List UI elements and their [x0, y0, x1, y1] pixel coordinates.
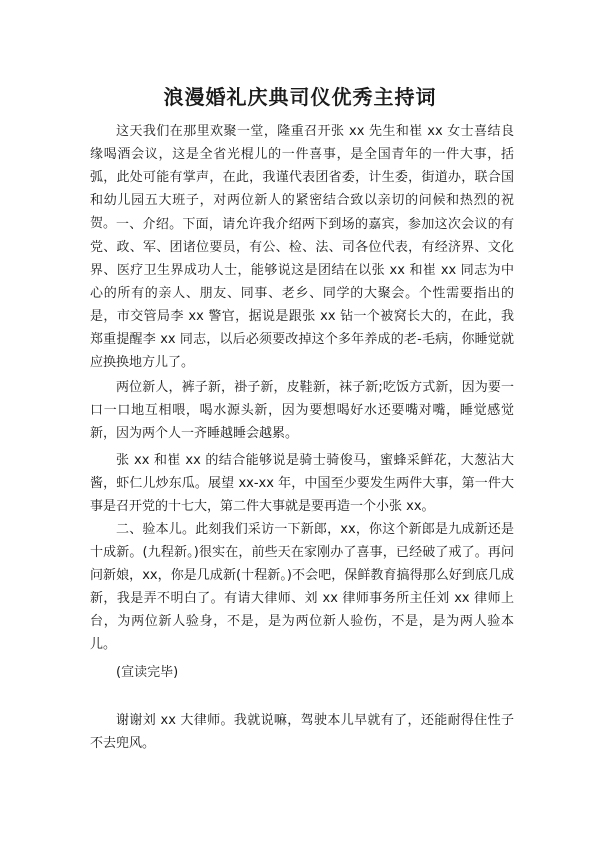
paragraph-license-check: 二、验本儿。此刻我们采访一下新郎，xx，你这个新郎是九成新还是十成新。(九程新。)很实在，前些天在家刚办了喜事，已经破了戒了。再问问新娘，xx，你是几成新(十程新。)不会吧，保鲜教育搞得那么好到底几成新，我是弄不明白了。有请大律师、刘 xx 律师事务所主任刘 xx 律师上台，为两位新人验身，不是，是为两位新人验伤，不是，是为两人验本儿。 [90, 522, 514, 652]
document-title: 浪漫婚礼庆典司仪优秀主持词 [163, 85, 437, 109]
paragraph-thanks: 谢谢刘 xx 大律师。我就说嘛，驾驶本儿早就有了，还能耐得住性子不去兜风。 [90, 713, 514, 751]
paragraph-union: 张 xx 和崔 xx 的结合能够说是骑士骑俊马，蜜蜂采鲜花，大葱沾大酱，虾仁儿炒东瓜。展望 xx-xx 年，中国至少要发生两件大事，第一件大事是召开党的十七大，第二件大事就是要再造一个小张 xx。 [90, 453, 514, 514]
paragraph-opening: 这天我们在那里欢聚一堂，隆重召开张 xx 先生和崔 xx 女士喜结良缘喝酒会议，这是全省光棍儿的一件喜事，是全国青年的一件大事，括弧，此处可能有掌声，在此，我谨代表团省委，计生委，街道办，联合国和幼儿园五大班子，对两位新人的紧密结合致以亲切的问候和热烈的祝贺。 [90, 124, 514, 231]
paragraph-introduction: 一、介绍。下面，请允许我介绍两下到场的嘉宾，参加这次会议的有党、政、军、团诸位要员，有公、检、法、司各位代表，有经济界、文化界、医疗卫生界成功人士，能够说这是团结在以张 xx 和崔 xx 同志为中心的所有的亲人、朋友、同事、老乡、同学的大聚会。个性需要指出的是，市交管局李 xx 警官，据说是跟张 xx 钻一个被窝长大的，在此，我郑重提醒李 xx 同志，以后必须要改掉这个多年养成的老-毛病，你睡觉就应换换地方儿了。 [90, 217, 514, 370]
paragraph-new-couple: 两位新人，裤子新，褂子新，皮鞋新，袜子新;吃饭方式新，因为要一口一口地互相喂，喝水源头新，因为要想喝好水还要嘴对嘴，睡觉感觉新，因为两个人一齐睡越睡会越累。 [90, 380, 514, 441]
paragraph-reading-done: (宣读完毕) [116, 665, 179, 680]
